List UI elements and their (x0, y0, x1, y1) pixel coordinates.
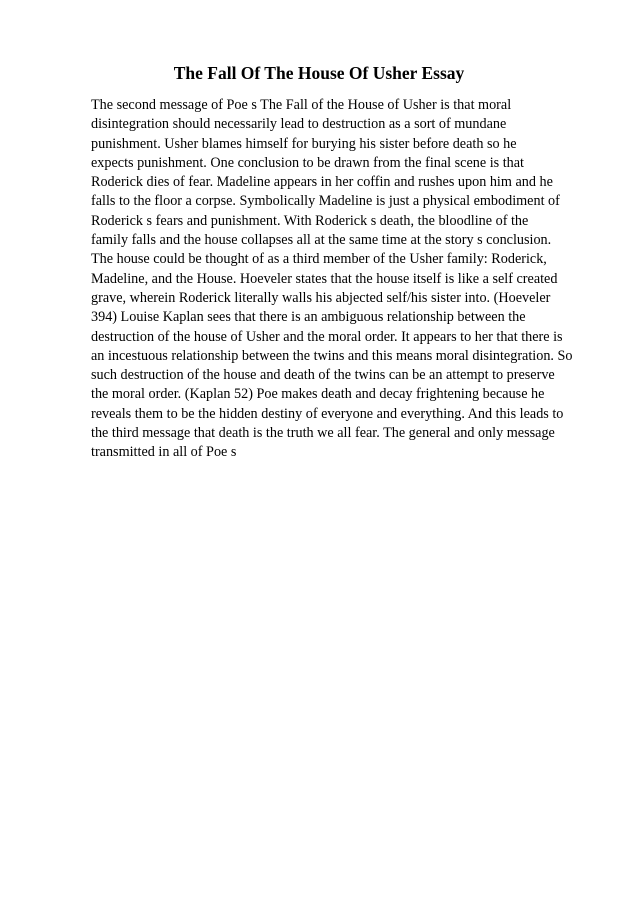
essay-line: expects punishment. One conclusion to be drawn from the final scene is that (91, 154, 524, 171)
essay-line: punishment. Usher blames himself for burying his sister before death so he (91, 135, 517, 152)
essay-line: reveals them to be the hidden destiny of everyone and everything. And this leads to (91, 405, 564, 422)
essay-line: an incestuous relationship between the twins and this means moral disintegration. So (91, 347, 573, 364)
essay-line: grave, wherein Roderick literally walls his abjected self/his sister into. (Hoeveler (91, 289, 551, 306)
essay-line: the third message that death is the truth we all fear. The general and only message (91, 425, 555, 442)
essay-line: Roderick dies of fear. Madeline appears in her coffin and rushes upon him and he (91, 174, 553, 191)
essay-line: 394) Louise Kaplan sees that there is an ambiguous relationship between the (91, 309, 526, 326)
essay-line: the moral order. (Kaplan 52) Poe makes death and decay frightening because he (91, 386, 545, 403)
essay-line: disintegration should necessarily lead to destruction as a sort of mundane (91, 116, 507, 133)
essay-line: Madeline, and the House. Hoeveler states that the house itself is like a self created (91, 270, 558, 287)
essay-line: Roderick s fears and punishment. With Roderick s death, the bloodline of the (91, 212, 529, 229)
essay-line: family falls and the house collapses all at the same time at the story s conclusion. (91, 232, 552, 249)
essay-line: The second message of Poe s The Fall of the House of Usher is that moral (91, 97, 512, 113)
essay-line: transmitted in all of Poe s (91, 444, 237, 461)
essay-line: falls to the floor a corpse. Symbolically Madeline is just a physical embodiment of (91, 193, 560, 210)
essay-line: such destruction of the house and death of the twins can be an attempt to preserve (91, 367, 555, 384)
essay-line: destruction of the house of Usher and the moral order. It appears to her that there is (91, 328, 563, 345)
page-title: The Fall Of The House Of Usher Essay (173, 63, 465, 83)
essay-body (91, 96, 631, 463)
essay-line: The house could be thought of as a third member of the Usher family: Roderick, (91, 251, 547, 268)
